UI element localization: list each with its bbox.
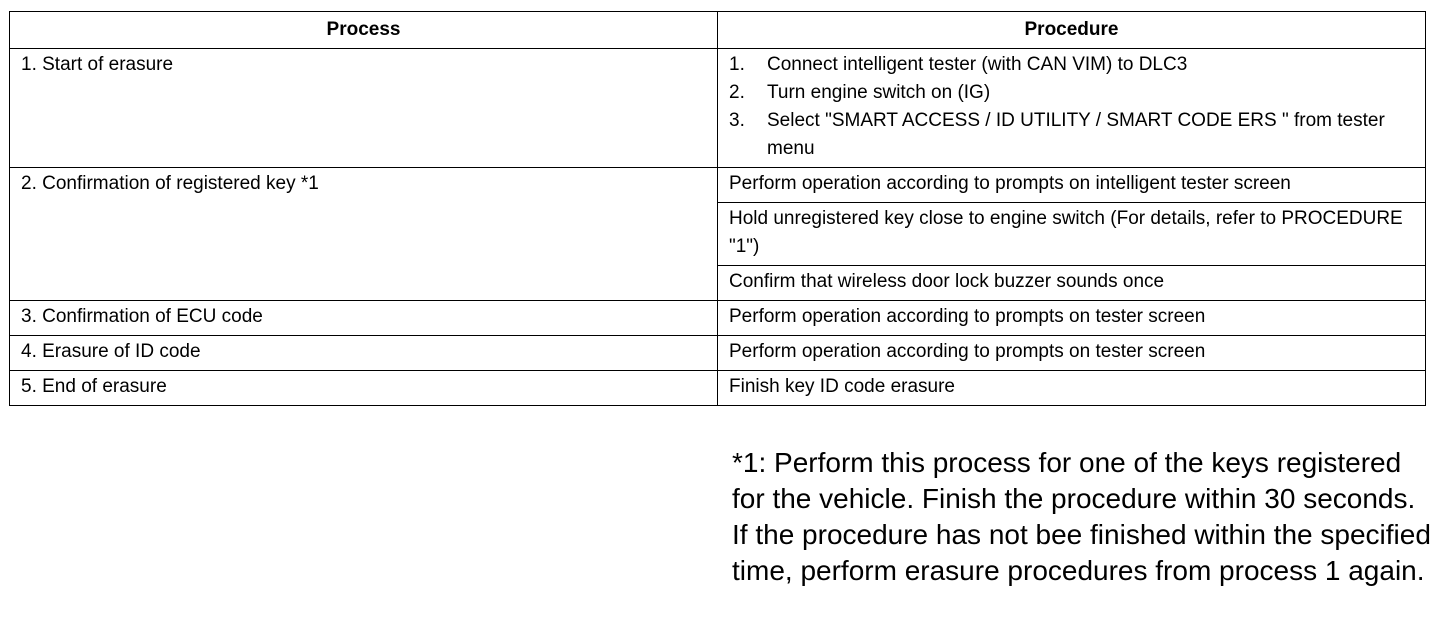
process-cell: 2. Confirmation of registered key *1 <box>10 168 718 301</box>
procedure-cell: Hold unregistered key close to engine switch (For details, refer to PROCEDURE "1") <box>718 203 1426 266</box>
process-cell: 1. Start of erasure <box>10 49 718 168</box>
table-row <box>10 301 1426 336</box>
table-row <box>10 49 1426 168</box>
process-cell: 5. End of erasure <box>10 371 718 406</box>
step-text: Turn engine switch on (IG) <box>767 82 991 103</box>
header-process: Process <box>10 12 718 49</box>
list-item <box>729 107 1415 163</box>
process-cell: 4. Erasure of ID code <box>10 336 718 371</box>
step-number: 2. <box>729 82 745 103</box>
procedure-cell: Confirm that wireless door lock buzzer sounds once <box>718 266 1426 301</box>
procedure-steps-list <box>729 51 1415 163</box>
table-header-row <box>10 12 1426 49</box>
step-text: Connect intelligent tester (with CAN VIM) to DLC3 <box>767 54 1188 75</box>
procedure-table <box>9 11 1426 406</box>
procedure-cell: Perform operation according to prompts on tester screen <box>718 301 1426 336</box>
list-item <box>729 79 1415 107</box>
table-row <box>10 371 1426 406</box>
procedure-cell <box>718 49 1426 168</box>
step-text: Select "SMART ACCESS / ID UTILITY / SMART CODE ERS " from tester menu <box>767 110 1385 159</box>
list-item <box>729 51 1415 79</box>
table-row <box>10 168 1426 203</box>
procedure-cell: Finish key ID code erasure <box>718 371 1426 406</box>
header-procedure: Procedure <box>718 12 1426 49</box>
procedure-cell: Perform operation according to prompts on tester screen <box>718 336 1426 371</box>
procedure-cell: Perform operation according to prompts on intelligent tester screen <box>718 168 1426 203</box>
step-number: 3. <box>729 110 745 131</box>
step-number: 1. <box>729 54 745 75</box>
table-row <box>10 336 1426 371</box>
process-cell: 3. Confirmation of ECU code <box>10 301 718 336</box>
footnote: *1: Perform this process for one of the keys registered for the vehicle. Finish the procedure within 30 seconds. If the procedure has not bee finished within the specified time, perform erasure procedures from process 1 again. <box>732 447 1431 586</box>
